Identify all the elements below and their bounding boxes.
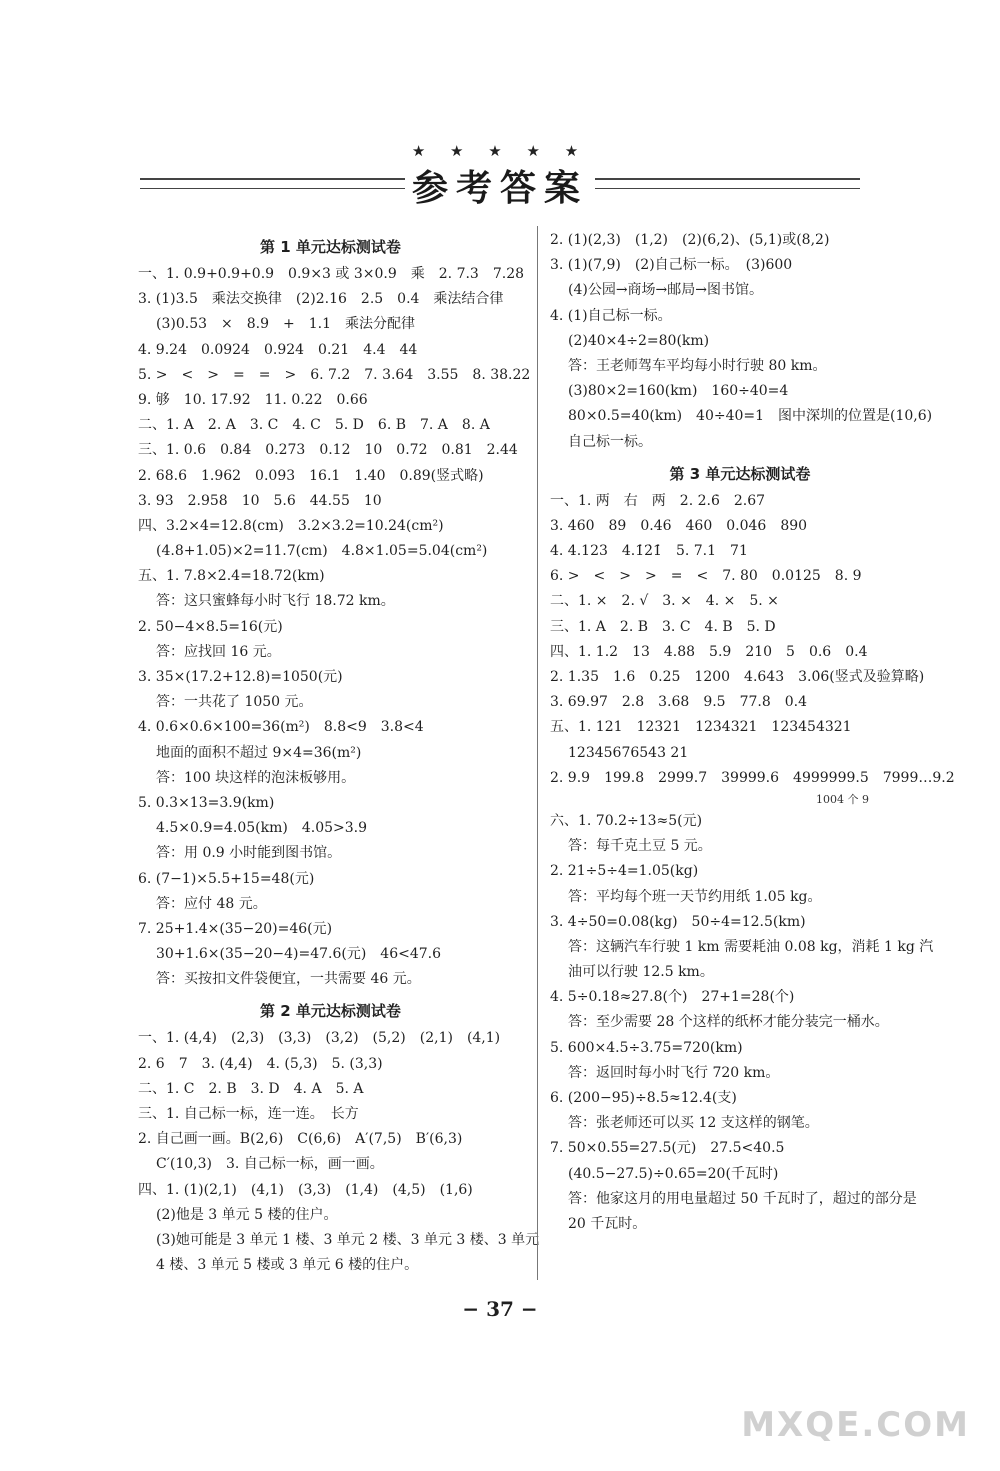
answer-line: 答：返回时每小时飞行 720 km。 [568, 1064, 780, 1081]
answer-line: 一、1. (4,4) (2,3) (3,3) (3,2) (5,2) (2,1) (4,1) [138, 1030, 501, 1047]
answer-line: 答：平均每个班一天节约用纸 1.05 kg。 [568, 888, 822, 905]
answer-line: 6. (200−95)÷8.5≈12.4(支) [550, 1090, 737, 1106]
answer-line: 油可以行驶 12.5 km。 [568, 964, 714, 981]
answer-line: (3)80×2=160(km) 160÷40=4 [568, 383, 789, 400]
answer-line: 20 千瓦时。 [568, 1215, 647, 1232]
answer-line: 三、1. 自己标一标，连一连。 长方 [138, 1106, 359, 1122]
answer-line: (40.5−27.5)÷0.65=20(千瓦时) [568, 1165, 779, 1182]
answer-line: 4.5×0.9=4.05(km) 4.05>3.9 [156, 820, 368, 837]
answer-line: 二、1. × 2. √ 3. × 4. × 5. × [550, 593, 779, 610]
answer-line: 一、1. 0.9+0.9+0.9 0.9×3 或 3×0.9 乘 2. 7.3 7.28 [138, 266, 525, 282]
answer-line: 2. 9.9 199.8 2999.7 39999.6 4999999.5 7999…9.2 [550, 769, 955, 786]
page-title: 参考答案 [411, 168, 588, 209]
answer-line: (2)他是 3 单元 5 楼的住户。 [156, 1206, 338, 1223]
site-watermark: MXQE.COM [741, 1405, 970, 1445]
title-row [140, 160, 860, 210]
answer-line: 6. (7−1)×5.5+15=48(元) [138, 870, 315, 887]
answer-line: 7. 25+1.4×(35−20)=46(元) [138, 920, 333, 937]
answer-line: 2. 6 7 3. (4,4) 4. (5,3) 5. (3,3) [138, 1055, 383, 1072]
answer-line: 3. (1)(7,9) (2)自己标一标。 (3)600 [550, 257, 793, 274]
answer-line: 五、1. 121 12321 1234321 123454321 [550, 719, 852, 736]
answer-line: 6. > < > > = < 7. 80 0.0125 8. 9 [550, 568, 862, 585]
answer-line: 三、1. A 2. B 3. C 4. B 5. D [550, 618, 776, 635]
answer-line: (2)40×4÷2=80(km) [568, 332, 710, 349]
answer-line: 答：张老师还可以买 12 支这样的钢笔。 [568, 1115, 819, 1132]
answer-line: 9. 够 10. 17.92 11. 0.22 0.66 [138, 391, 368, 408]
answer-line: 4. 4.123 4.1̇2̇1̇ 5. 7.1 71 [550, 543, 748, 560]
section-heading: 第 2 单元达标测试卷 [260, 1002, 401, 1021]
answer-line: 2. (1)(2,3) (1,2) (2)(6,2)、(5,1)或(8,2) [550, 232, 830, 248]
answer-line: 4. 0.6×0.6×100=36(m²) 8.8<9 3.8<4 [138, 719, 424, 736]
answer-line: (3)0.53 × 8.9 + 1.1 乘法分配律 [156, 316, 415, 333]
section-heading: 第 1 单元达标测试卷 [260, 238, 401, 256]
answer-line: 4 楼、3 单元 5 楼或 3 单元 6 楼的住户。 [156, 1257, 419, 1274]
answer-line: 3. 460 89 0.46 460 0.046 890 [550, 517, 808, 534]
answer-line: 二、1. A 2. A 3. C 4. C 5. D 6. B 7. A 8. A [138, 417, 490, 434]
answer-line: (4.8+1.05)×2=11.7(cm) 4.8×1.05=5.04(cm²) [156, 543, 488, 560]
answer-line: 4. 5÷0.18≈27.8(个) 27+1=28(个) [550, 989, 795, 1006]
answer-line: (4)公园→商场→邮局→图书馆。 [568, 282, 764, 299]
answer-line: 答：这辆汽车行驶 1 km 需要耗油 0.08 kg，消耗 1 kg 汽 [568, 938, 934, 955]
answer-line: 答：至少需要 28 个这样的纸杯才能分装完一桶水。 [568, 1014, 889, 1031]
answer-line: 答：这只蜜蜂每小时飞行 18.72 km。 [156, 593, 395, 610]
decorative-stars: ★ ★ ★ ★ ★ [411, 142, 589, 160]
answer-line: 三、1. 0.6 0.84 0.273 0.12 10 0.72 0.81 2.44 [138, 442, 518, 459]
column-divider [537, 226, 538, 1280]
answer-line: 4. 9.24 0.0924 0.924 0.21 4.4 44 [138, 341, 418, 358]
right-column [550, 228, 955, 1237]
answer-line: 2. 21÷5÷4=1.05(kg) [550, 863, 699, 880]
answer-line: 80×0.5=40(km) 40÷40=1 图中深圳的位置是(10,6) [568, 408, 933, 425]
answer-line: 二、1. C 2. B 3. D 4. A 5. A [138, 1080, 364, 1097]
answer-line: 5. 0.3×13=3.9(km) [138, 794, 275, 811]
brace-note: 1004 个 9 [816, 792, 869, 806]
answer-line: 五、1. 7.8×2.4=18.72(km) [138, 568, 325, 585]
answer-line: 答：应找回 16 元。 [156, 643, 281, 660]
answer-line: 答：他家这月的用电量超过 50 千瓦时了，超过的部分是 [568, 1190, 917, 1207]
title-rule-right [595, 178, 860, 189]
answer-line: 7. 50×0.55=27.5(元) 27.5<40.5 [550, 1140, 785, 1157]
answer-line: 12345676543 21 [568, 744, 689, 761]
answer-line: 四、1. 1.2 13 4.88 5.9 210 5 0.6 0.4 [550, 643, 868, 660]
answer-line: 3. 35×(17.2+12.8)=1050(元) [138, 669, 343, 685]
answer-line: 3. 93 2.958 10 5.6 44.55 10 [138, 492, 382, 509]
answer-line: 答：应付 48 元。 [156, 895, 267, 912]
answer-line: 答：用 0.9 小时能到图书馆。 [156, 845, 342, 862]
answer-line: 2. 68.6 1.962 0.093 16.1 1.40 0.89(竖式略) [138, 467, 484, 484]
answer-line: 四、1. (1)(2,1) (4,1) (3,3) (1,4) (4,5) (1,6) [138, 1181, 473, 1198]
answer-line: 答：100 块这样的泡沫板够用。 [156, 769, 356, 786]
answer-line: 答：每千克土豆 5 元。 [568, 838, 712, 855]
answer-line: 2. 自己画一画。B(2,6) C(6,6) A′(7,5) B′(6,3) [138, 1131, 463, 1148]
answer-line: 答：一共花了 1050 元。 [156, 694, 313, 711]
answer-line: 4. (1)自己标一标。 [550, 307, 672, 324]
answer-line: 30+1.6×(35−20−4)=47.6(元) 46<47.6 [156, 946, 442, 963]
answer-line: 2. 50−4×8.5=16(元) [138, 618, 283, 635]
answer-line: 2. 1.35 1.6 0.25 1200 4.643 3.0̇6̇(竖式及验算略) [550, 669, 925, 685]
answer-line: 答：王老师驾车平均每小时行驶 80 km。 [568, 357, 827, 374]
answer-line: 自己标一标。 [568, 433, 652, 450]
answer-line: 答：买按扣文件袋便宜，一共需要 46 元。 [156, 971, 421, 988]
answer-line: 3. (1)3.5 乘法交换律 (2)2.16 2.5 0.4 乘法结合律 [138, 291, 504, 308]
answer-line: 六、1. 70.2÷13≈5(元) [550, 812, 703, 829]
answer-line: 地面的面积不超过 9×4=36(m²) [156, 744, 362, 761]
answer-line: 3. 69.97 2.8 3.68 9.5 77.8 0.4 [550, 694, 808, 711]
answer-line: (3)她可能是 3 单元 1 楼、3 单元 2 楼、3 单元 3 楼、3 单元 [156, 1231, 540, 1248]
page-number: − 37 − [462, 1297, 538, 1321]
section-heading: 第 3 单元达标测试卷 [669, 464, 811, 483]
answer-line: 3. 4÷50=0.08(kg) 50÷4=12.5(km) [550, 913, 806, 930]
answer-line: C′(10,3) 3. 自己标一标，画一画。 [156, 1156, 384, 1173]
answer-line: 5. 600×4.5÷3.75=720(km) [550, 1039, 743, 1056]
answer-line: 5. > < > = = > 6. 7.2 7. 3.64 3.55 8. 38.22 [138, 366, 531, 383]
answer-line: 一、1. 两 右 两 2. 2.6̇ 2.67 [550, 492, 766, 509]
left-column [138, 228, 540, 1278]
answer-line: 四、3.2×4=12.8(cm) 3.2×3.2=10.24(cm²) [138, 517, 444, 534]
